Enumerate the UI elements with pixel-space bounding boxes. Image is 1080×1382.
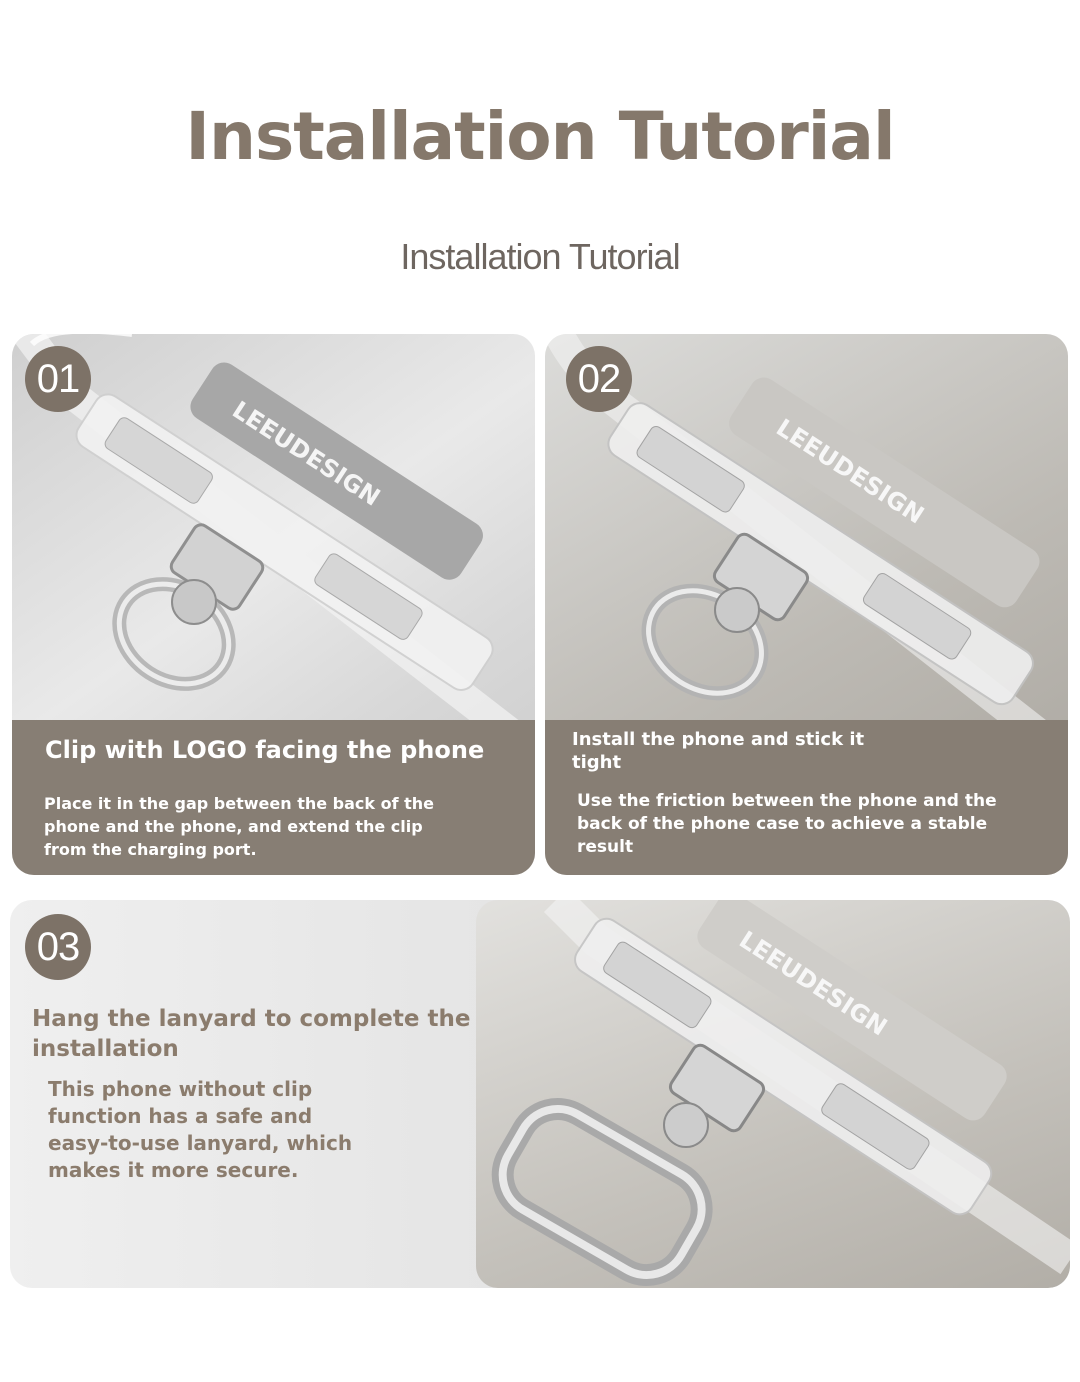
step-1-description: Place it in the gap between the back of the phone and the phone, and extend the clip from the charging port. — [44, 794, 435, 859]
step-1-number-badge: 01 — [25, 346, 91, 412]
step-2-logo-text: LEEUDESIGN — [771, 413, 930, 530]
step-1-card — [12, 334, 535, 875]
step-1-logo-text: LEEUDESIGN — [227, 395, 386, 512]
step-1-caption — [12, 720, 535, 875]
step-3-number-badge: 03 — [25, 914, 91, 980]
step-3-logo-text: LEEUDESIGN — [734, 925, 893, 1042]
page-title: Installation Tutorial — [185, 98, 895, 175]
step-2-card — [545, 334, 1068, 875]
step-3-product-photo — [476, 900, 1070, 1288]
step-1-heading: Clip with LOGO facing the phone — [45, 736, 485, 764]
step-1-product-photo — [12, 334, 535, 720]
page-subtitle: Installation Tutorial — [400, 236, 680, 277]
step-3-card — [10, 900, 1070, 1288]
step-3-photo-panel — [476, 900, 1070, 1288]
step-3-description: This phone without clip function has a safe and easy-to-use lanyard, which makes it more secure. — [48, 1077, 353, 1182]
step-2-heading: Install the phone and stick it tight — [572, 729, 865, 773]
step-3-heading: Hang the lanyard to complete the installation — [32, 1006, 471, 1062]
step-2-number-badge: 02 — [566, 346, 632, 412]
step-2-caption — [545, 720, 1068, 875]
step-2-description: Use the friction between the phone and the back of the phone case to achieve a stable result — [577, 791, 997, 857]
